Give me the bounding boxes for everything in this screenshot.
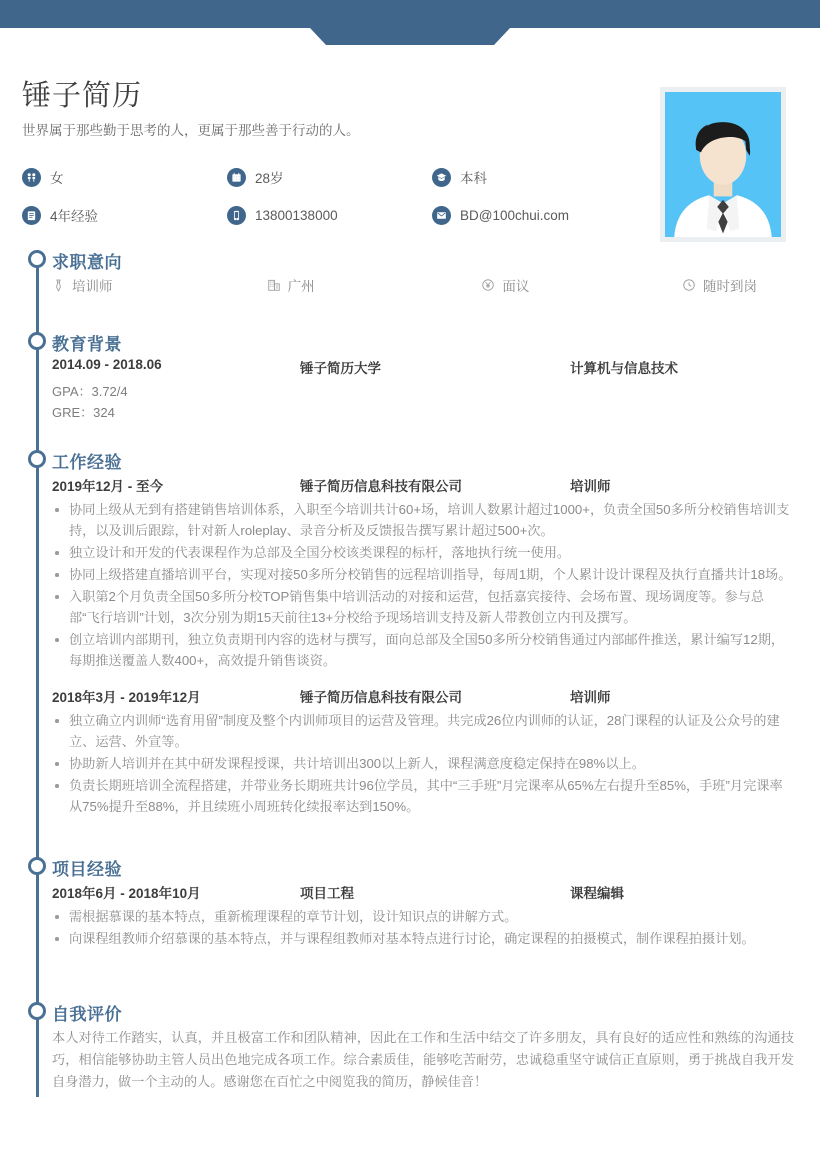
list-item: 向课程组教师介绍慕课的基本特点，并与课程组教师对基本特点进行讨论，确定课程的拍摄模式，制作课程拍摄计划。 (52, 928, 794, 949)
intent-availability (682, 275, 794, 295)
work-entry (52, 686, 794, 817)
entry-header (52, 686, 794, 706)
intent-value: 广州 (287, 279, 315, 294)
list-item: 协同上级从无到有搭建销售培训体系，入职至今培训共计60+场，培训人数累计超过1000+，负责全国50多所分校销售培训支持，以及训后跟踪，针对新人roleplay、录音分析及反馈报告撰写累计超过500+次。 (52, 499, 794, 541)
section-title: 项目经验 (52, 860, 122, 879)
fact-value: 女 (50, 171, 64, 186)
entry-date: 2018年6月 - 2018年10月 (52, 886, 201, 901)
detail-gre: GRE：324 (52, 405, 115, 420)
entry-role: 课程编辑 (570, 886, 624, 901)
fact-value: BD@100chui.com (460, 207, 570, 223)
yuan-icon (481, 278, 495, 292)
intent-value: 培训师 (72, 279, 113, 294)
page-title: 锤子简历 (22, 80, 143, 112)
clipboard-icon (22, 206, 41, 225)
section-body (52, 475, 794, 818)
fact-value: 4年经验 (50, 209, 99, 224)
education-details (52, 381, 794, 423)
fact-education (432, 167, 637, 187)
entry-header (52, 882, 794, 902)
header-accent-bar (0, 0, 820, 28)
entry-header (52, 475, 794, 495)
timeline-dot (28, 450, 46, 468)
avatar (660, 87, 786, 242)
timeline-segment (36, 342, 39, 452)
bullet-list (52, 906, 794, 949)
entry-organization: 锤子简历信息科技有限公司 (300, 479, 462, 494)
clock-icon (682, 278, 696, 292)
entry-organization: 锤子简历信息科技有限公司 (300, 690, 462, 705)
timeline-dot (28, 1002, 46, 1020)
fact-row (22, 196, 622, 234)
timeline-segment (36, 452, 39, 857)
list-item: 需根据慕课的基本特点，重新梳理课程的章节计划，设计知识点的讲解方式。 (52, 906, 794, 927)
intent-salary (481, 275, 682, 295)
entry-major: 计算机与信息技术 (570, 361, 678, 376)
section-body (52, 882, 794, 950)
entry-date: 2014.09 - 2018.06 (52, 357, 162, 372)
list-item: 协同上级搭建直播培训平台，实现对接50多所分校销售的远程培训指导，每周1期，个人累计设计课程及执行直播共计18场。 (52, 564, 794, 585)
job-intention-row (52, 275, 794, 295)
list-item: 独立确立内训师“选育用留”制度及整个内训师项目的运营及管理。共完成26位内训师的认证，28门课程的认证及公众号的建立、运营、外宣等。 (52, 710, 794, 752)
entry-header (52, 357, 794, 377)
section-body (52, 357, 794, 423)
list-item: 入职第2个月负责全国50多所分校TOP销售集中培训活动的对接和运营，包括嘉宾接待、会场布置、现场调度等。参与总部“飞行培训”计划，3次分别为期15天前往13+分校给予现场培训支持及新人带教创立内刊及撰写。 (52, 586, 794, 628)
intent-city (267, 275, 482, 295)
section-title: 工作经验 (52, 453, 122, 472)
fact-experience (22, 205, 227, 225)
personal-facts (22, 158, 622, 234)
bullet-list (52, 710, 794, 817)
phone-icon (227, 206, 246, 225)
identity-block (22, 78, 642, 234)
fact-row (22, 158, 622, 196)
calendar-icon (227, 168, 246, 187)
timeline-dot (28, 857, 46, 875)
section-title: 教育背景 (52, 335, 122, 354)
timeline-dot (28, 250, 46, 268)
building-icon (267, 278, 281, 292)
entry-organization: 锤子简历大学 (300, 361, 381, 376)
header-accent-tab (310, 28, 510, 45)
entry-date: 2018年3月 - 2019年12月 (52, 690, 201, 705)
entry-date: 2019年12月 - 至今 (52, 479, 164, 494)
fact-value: 本科 (460, 171, 487, 186)
entry-role: 培训师 (570, 690, 611, 705)
list-item: 负责长期班培训全流程搭建，并带业务长期班共计96位学员，其中“三手班”月完课率从65%左右提升至85%，手班”月完课率从75%提升至88%，并且续班小周班转化续报率达到150%。 (52, 775, 794, 817)
fact-age (227, 167, 432, 187)
gender-icon (22, 168, 41, 187)
envelope-icon (432, 206, 451, 225)
intent-value: 随时到岗 (703, 279, 758, 294)
list-item: 协助新人培训并在其中研发课程授课，共计培训出300以上新人，课程满意度稳定保持在98%以上。 (52, 753, 794, 774)
timeline-segment (36, 857, 39, 1002)
graduation-icon (432, 168, 451, 187)
fact-phone (227, 206, 432, 225)
work-entry (52, 475, 794, 671)
avatar-photo (665, 92, 781, 237)
timeline-dot (28, 332, 46, 350)
bullet-list (52, 499, 794, 671)
list-item: 独立设计和开发的代表课程作为总部及全国分校该类课程的标杆，落地执行统一使用。 (52, 542, 794, 563)
fact-value: 28岁 (255, 171, 284, 186)
intent-position (52, 275, 267, 295)
fact-value: 13800138000 (255, 207, 338, 223)
list-item: 创立培训内部期刊，独立负责期刊内容的选材与撰写，面向总部及全国50多所分校销售通过内部邮件推送，累计编写12期，每期推送覆盖人数400+，高效提升销售谈资。 (52, 629, 794, 671)
section-title: 自我评价 (52, 1005, 122, 1024)
detail-gpa: GPA：3.72/4 (52, 384, 128, 399)
entry-spacer (52, 672, 794, 686)
avatar-illustration (665, 92, 781, 237)
entry-organization: 项目工程 (300, 886, 354, 901)
entry-role: 培训师 (570, 479, 611, 494)
self-evaluation-paragraph: 本人对待工作踏实，认真，并且极富工作和团队精神，因此在工作和生活中结交了许多朋友，具有良好的适应性和熟练的沟通技巧，相信能够协助主管人员出色地完成各项工作。综合素质佳，能够吃苦耐劳，忠诚稳重坚守诚信正直原则，勇于挑战自我开发自身潜力，做一个主动的人。感谢您在百忙之中阅览我的简历，静候佳音！ (52, 1030, 794, 1089)
fact-gender (22, 167, 227, 187)
intent-value: 面议 (502, 279, 530, 294)
fact-email (432, 206, 637, 225)
section-title: 求职意向 (52, 253, 122, 272)
tie-icon (52, 278, 65, 293)
section-body (52, 275, 794, 295)
section-body (52, 1027, 794, 1093)
personal-motto: 世界属于那些勤于思考的人，更属于那些善于行动的人。 (22, 123, 360, 138)
